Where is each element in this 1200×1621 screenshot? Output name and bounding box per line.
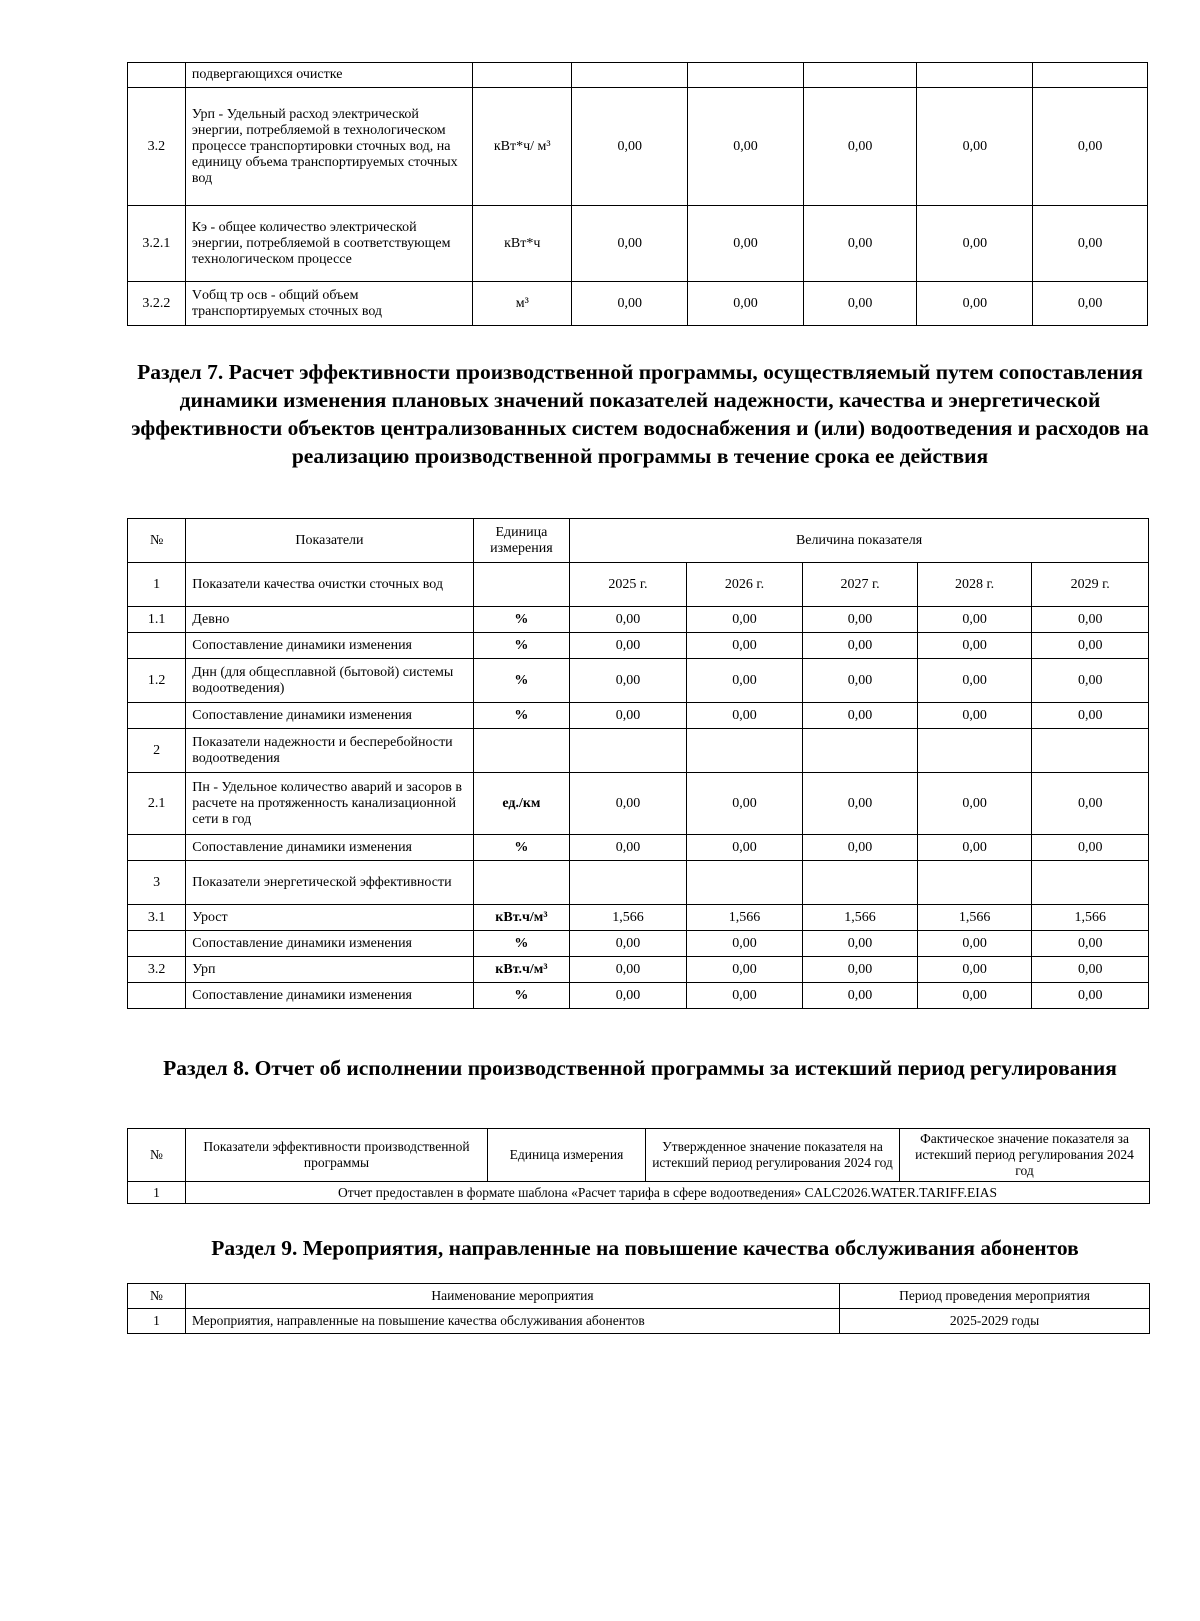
row-unit [473,563,569,607]
row-name: Сопоставление динамики изменения [186,983,473,1009]
value-2025: 0,00 [572,282,688,326]
table-row [128,1182,1150,1204]
year-2028: 2028 г. [917,563,1032,607]
value-2029: 0,00 [1032,703,1149,729]
header-row [128,1284,1150,1309]
value-2029: 0,00 [1032,835,1149,861]
header-num: № [128,1129,186,1182]
table-row [128,633,1149,659]
year-2026: 2026 г. [686,563,803,607]
row-number [128,63,186,88]
efficiency-table-body [128,563,1149,1009]
value-2026: 0,00 [686,659,803,703]
value-2025: 0,00 [570,607,687,633]
value-2028: 0,00 [917,659,1032,703]
header-indicators: Показатели [186,519,473,563]
value-2029: 0,00 [1033,88,1148,206]
row-number: 3.2.2 [128,282,186,326]
header-indicators: Показатели эффективности производственной программы [186,1129,488,1182]
value-2025 [570,729,687,773]
value-2026: 0,00 [686,983,803,1009]
row-name: Сопоставление динамики изменения [186,703,473,729]
measure-period: 2025-2029 годы [840,1309,1150,1334]
row-number: 3.2.1 [128,206,186,282]
table-row [128,63,1148,88]
value-2026: 0,00 [686,703,803,729]
table-row [128,931,1149,957]
value-2029: 0,00 [1032,983,1149,1009]
row-unit: % [473,703,569,729]
value-2027: 0,00 [803,957,918,983]
year-2027: 2027 г. [803,563,918,607]
value-2025: 0,00 [570,835,687,861]
value-2026: 1,566 [686,905,803,931]
row-number: 1 [128,1309,186,1334]
row-number [128,835,186,861]
table-row [128,835,1149,861]
row-unit: % [473,659,569,703]
table-row [128,88,1148,206]
row-name: Сопоставление динамики изменения [186,633,473,659]
program-report-table [127,1128,1150,1204]
value-2027: 0,00 [803,983,918,1009]
value-2029: 0,00 [1032,773,1149,835]
value-2029 [1033,63,1148,88]
row-unit: % [473,607,569,633]
table1-body [128,63,1148,326]
table-row [128,861,1149,905]
value-2027: 0,00 [803,659,918,703]
value-2027: 0,00 [803,703,918,729]
header-row [128,1129,1150,1182]
measure-name: Мероприятия, направленные на повышение качества обслуживания абонентов [186,1309,840,1334]
row-name: Урп - Удельный расход электрической энергии, потребляемой в технологическом процессе транспортировки сточных вод, на единицу объема транспортируемых сточных вод [185,88,472,206]
table-row [128,773,1149,835]
table-row [128,905,1149,931]
row-number: 1.1 [128,607,186,633]
table-row [128,659,1149,703]
row-unit: % [473,633,569,659]
value-2026: 0,00 [688,206,804,282]
row-name: Показатели энергетической эффективности [186,861,473,905]
value-2027 [803,729,918,773]
header-num: № [128,1284,186,1309]
row-number [128,931,186,957]
value-2026: 0,00 [686,633,803,659]
row-unit [473,63,572,88]
value-2028: 0,00 [917,206,1033,282]
value-2027: 0,00 [803,607,918,633]
value-2025: 0,00 [572,88,688,206]
value-2027: 0,00 [803,835,918,861]
value-2026: 0,00 [686,835,803,861]
section8-title: Раздел 8. Отчет об исполнении производственной программы за истекший период регулирования [163,1056,1117,1080]
value-2025: 1,566 [570,905,687,931]
table-row [128,1309,1150,1334]
value-2027: 0,00 [803,206,917,282]
value-2029: 0,00 [1033,282,1148,326]
row-name: Показатели надежности и бесперебойности водоотведения [186,729,473,773]
efficiency-table [127,518,1149,1009]
row-name: Девно [186,607,473,633]
value-2027: 0,00 [803,88,917,206]
section9-title: Раздел 9. Мероприятия, направленные на повышение качества обслуживания абонентов [211,1236,1079,1260]
value-2025: 0,00 [570,633,687,659]
row-name: Сопоставление динамики изменения [186,835,473,861]
row-name: Урп [186,957,473,983]
row-name: Урост [186,905,473,931]
value-2027 [803,63,917,88]
value-2028: 0,00 [917,773,1032,835]
value-2029: 0,00 [1032,931,1149,957]
row-unit: % [473,983,569,1009]
row-unit [473,729,569,773]
row-number: 3 [128,861,186,905]
row-name: Днн (для общесплавной (бытовой) системы водоотведения) [186,659,473,703]
value-2028 [917,729,1032,773]
value-2026: 0,00 [688,88,804,206]
row-number [128,633,186,659]
header-unit: Единица измерения [488,1129,646,1182]
value-2027: 0,00 [803,282,917,326]
value-2029 [1032,861,1149,905]
report-note: Отчет предоставлен в формате шаблона «Расчет тарифа в сфере водоотведения» CALC2026.WATER.TARIFF.EIAS [186,1182,1150,1204]
value-2028: 0,00 [917,835,1032,861]
value-2027: 0,00 [803,931,918,957]
row-unit: кВт*ч [473,206,572,282]
row-unit: кВт.ч/м³ [473,957,569,983]
value-2029: 0,00 [1032,633,1149,659]
value-2028: 0,00 [917,931,1032,957]
table-row [128,729,1149,773]
header-approved: Утвержденное значение показателя на истекший период регулирования 2024 год [646,1129,900,1182]
value-2026: 0,00 [688,282,804,326]
row-number [128,983,186,1009]
table-row [128,282,1148,326]
year-2029: 2029 г. [1032,563,1149,607]
value-2026: 0,00 [686,957,803,983]
header-period: Период проведения мероприятия [840,1284,1150,1309]
value-2028: 0,00 [917,607,1032,633]
value-2026: 0,00 [686,607,803,633]
row-name: Показатели качества очистки сточных вод [186,563,473,607]
row-name: Vобщ тр осв - общий объем транспортируемых сточных вод [185,282,472,326]
row-number: 3.2 [128,88,186,206]
value-2029: 0,00 [1032,607,1149,633]
value-2028: 1,566 [917,905,1032,931]
value-2028: 0,00 [917,983,1032,1009]
row-number [128,703,186,729]
section7-title: Раздел 7. Расчет эффективности производственной программы, осуществляемый путем сопоставления динамики изменения плановых значений показателей надежности, качества и энергетической эффективности объектов централизованных систем водоснабжения и (или) водоотведения и расходов на реализацию производственной программы в течение срока ее действия [131,360,1149,468]
value-2026 [686,861,803,905]
row-name: Сопоставление динамики изменения [186,931,473,957]
value-2025: 0,00 [570,931,687,957]
row-unit [473,861,569,905]
table-row [128,703,1149,729]
value-2026 [686,729,803,773]
header-row [128,519,1149,563]
value-2028 [917,861,1032,905]
measures-table [127,1283,1150,1334]
indicators-continuation-table [127,62,1148,326]
row-number: 3.1 [128,905,186,931]
row-unit: ед./км [473,773,569,835]
value-2027: 1,566 [803,905,918,931]
value-2026 [688,63,804,88]
row-unit: кВт.ч/м³ [473,905,569,931]
row-number: 1.2 [128,659,186,703]
value-2028 [917,63,1033,88]
value-2028: 0,00 [917,703,1032,729]
efficiency-table-header [128,519,1149,563]
value-2025 [570,861,687,905]
row-name: Кэ - общее количество электрической энергии, потребляемой в соответствующем технологическом процессе [185,206,472,282]
value-2029: 0,00 [1032,659,1149,703]
row-unit: м³ [473,282,572,326]
header-actual: Фактическое значение показателя за истекший период регулирования 2024 год [900,1129,1150,1182]
row-number: 2 [128,729,186,773]
value-2029: 0,00 [1033,206,1148,282]
table-row [128,607,1149,633]
value-2027: 0,00 [803,773,918,835]
row-number: 2.1 [128,773,186,835]
year-2025: 2025 г. [570,563,687,607]
value-2029: 0,00 [1032,957,1149,983]
row-number: 1 [128,1182,186,1204]
value-2025: 0,00 [570,659,687,703]
value-2025: 0,00 [570,957,687,983]
value-2025: 0,00 [570,703,687,729]
table-row [128,983,1149,1009]
value-2028: 0,00 [917,957,1032,983]
table-row [128,206,1148,282]
value-2029: 1,566 [1032,905,1149,931]
value-2028: 0,00 [917,88,1033,206]
header-unit: Единица измерения [473,519,569,563]
value-2029 [1032,729,1149,773]
header-value: Величина показателя [570,519,1149,563]
value-2027 [803,861,918,905]
header-num: № [128,519,186,563]
row-number: 3.2 [128,957,186,983]
value-2025: 0,00 [570,773,687,835]
row-unit: % [473,835,569,861]
value-2028: 0,00 [917,282,1033,326]
value-2026: 0,00 [686,773,803,835]
value-2025: 0,00 [572,206,688,282]
row-unit: % [473,931,569,957]
value-2025 [572,63,688,88]
table-row [128,957,1149,983]
value-2026: 0,00 [686,931,803,957]
header-measure-name: Наименование мероприятия [186,1284,840,1309]
value-2028: 0,00 [917,633,1032,659]
table-row [128,563,1149,607]
row-name: подвергающихся очистке [185,63,472,88]
value-2025: 0,00 [570,983,687,1009]
row-unit: кВт*ч/ м³ [473,88,572,206]
row-number: 1 [128,563,186,607]
value-2027: 0,00 [803,633,918,659]
row-name: Пн - Удельное количество аварий и засоров в расчете на протяженность канализационной сети в год [186,773,473,835]
